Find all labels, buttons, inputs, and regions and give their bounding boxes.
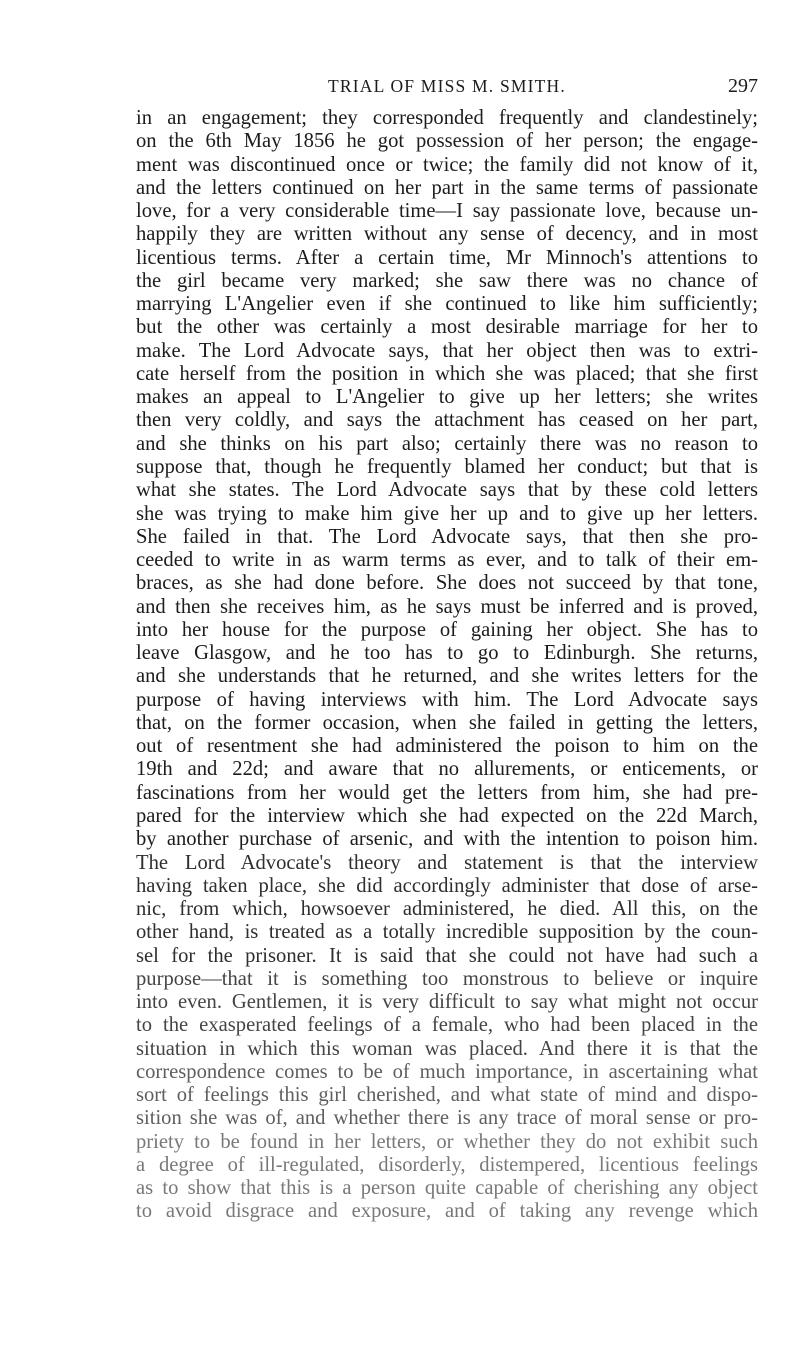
text-line: happily they are written without any sense of decency, and in most (136, 223, 758, 246)
text-line: by another purchase of arsenic, and with the intention to poison him. (136, 828, 758, 851)
text-line: fascinations from her would get the letters from him, she had pre- (136, 781, 758, 804)
running-title: TRIAL OF MISS M. SMITH. (328, 76, 566, 96)
text-line: in an engagement; they corresponded frequently and clandestinely; (136, 107, 758, 129)
text-line: sort of feelings this girl cherished, and what state of mind and dispo- (136, 1084, 758, 1107)
text-line: having taken place, she did accordingly administer that dose of arse- (136, 874, 758, 897)
text-line: as to show that this is a person quite capable of cherishing any object (136, 1177, 758, 1200)
text-line: sition she was of, and whether there is any trace of moral sense or pro- (136, 1107, 758, 1130)
text-line: purpose of having interviews with him. The Lord Advocate says (136, 688, 758, 711)
text-line: to the exasperated feelings of a female, who had been placed in the (136, 1014, 758, 1037)
body-text (136, 107, 758, 1224)
text-line: and the letters continued on her part in the same terms of passionate (136, 176, 758, 199)
text-line: correspondence comes to be of much importance, in ascertaining what (136, 1060, 758, 1083)
text-line: a degree of ill-regulated, disorderly, distempered, licentious feelings (136, 1153, 758, 1176)
text-line: ceeded to write in as warm terms as ever, and to talk of their em- (136, 549, 758, 572)
text-line: then very coldly, and says the attachment has ceased on her part, (136, 409, 758, 432)
text-line: situation in which this woman was placed. And there it is that the (136, 1037, 758, 1060)
text-line: to avoid disgrace and exposure, and of taking any revenge which (136, 1200, 758, 1223)
text-line: make. The Lord Advocate says, that her object then was to extri- (136, 339, 758, 362)
text-line: cate herself from the position in which she was placed; that she first (136, 362, 758, 385)
text-line: 19th and 22d; and aware that no allurements, or enticements, or (136, 758, 758, 781)
text-line: and then she receives him, as he says must be inferred and is proved, (136, 595, 758, 618)
text-line: but the other was certainly a most desirable marriage for her to (136, 316, 758, 339)
text-line: other hand, is treated as a totally incredible supposition by the coun- (136, 921, 758, 944)
text-line: what she states. The Lord Advocate says that by these cold letters (136, 479, 758, 502)
text-line: and she understands that he returned, and she writes letters for the (136, 665, 758, 688)
text-line: and she thinks on his part also; certainly there was no reason to (136, 432, 758, 455)
running-head (136, 71, 758, 101)
text-line: she was trying to make him give her up and to give up her letters. (136, 502, 758, 525)
text-line: licentious terms. After a certain time, Mr Minnoch's attentions to (136, 246, 758, 269)
text-line: suppose that, though he frequently blamed her conduct; but that is (136, 455, 758, 478)
text-line: into her house for the purpose of gaining her object. She has to (136, 618, 758, 641)
text-line: sel for the prisoner. It is said that she could not have had such a (136, 944, 758, 967)
text-line: nic, from which, howsoever administered, he died. All this, on the (136, 898, 758, 921)
text-line: pared for the interview which she had expected on the 22d March, (136, 804, 758, 827)
text-line: purpose—that it is something too monstrous to believe or inquire (136, 967, 758, 990)
text-line: The Lord Advocate's theory and statement is that the interview (136, 851, 758, 874)
page-number: 297 (728, 75, 758, 97)
text-line: ment was discontinued once or twice; the family did not know of it, (136, 153, 758, 176)
text-line: leave Glasgow, and he too has to go to Edinburgh. She returns, (136, 642, 758, 665)
text-line: the girl became very marked; she saw there was no chance of (136, 269, 758, 292)
text-line: marrying L'Angelier even if she continued to like him sufficiently; (136, 293, 758, 316)
text-line: makes an appeal to L'Angelier to give up her letters; she writes (136, 386, 758, 409)
text-line: into even. Gentlemen, it is very difficult to say what might not occur (136, 991, 758, 1014)
text-line: love, for a very considerable time—I say passionate love, because un- (136, 200, 758, 223)
text-line: out of resentment she had administered the poison to him on the (136, 735, 758, 758)
text-line: She failed in that. The Lord Advocate says, that then she pro- (136, 525, 758, 548)
text-line: on the 6th May 1856 he got possession of her person; the engage- (136, 130, 758, 153)
text-line: braces, as she had done before. She does not succeed by that tone, (136, 572, 758, 595)
text-line: priety to be found in her letters, or whether they do not exhibit such (136, 1130, 758, 1153)
text-line: that, on the former occasion, when she failed in getting the letters, (136, 711, 758, 734)
